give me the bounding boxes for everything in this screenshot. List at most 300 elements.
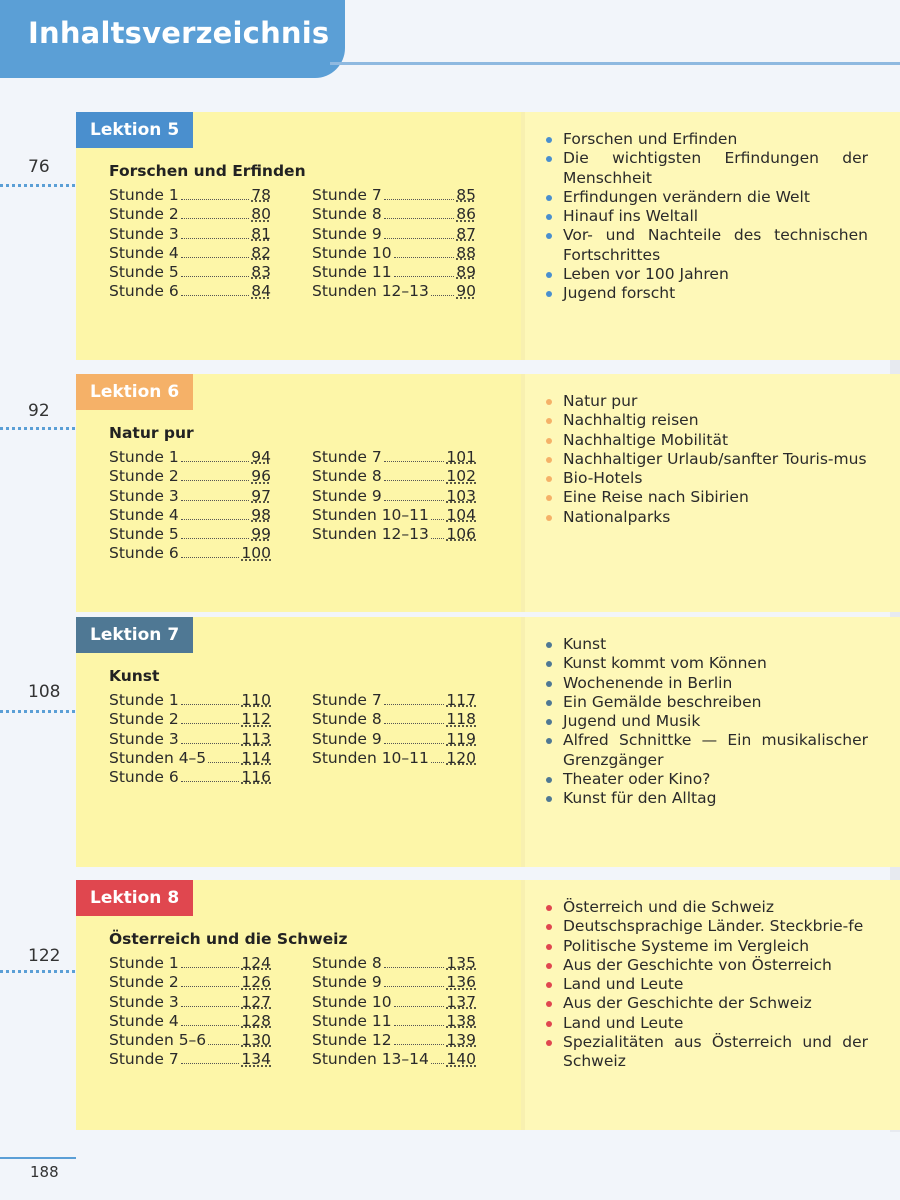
leader-dots [384, 692, 445, 705]
topic-item [538, 188, 868, 207]
stunde-entry[interactable] [312, 954, 476, 973]
topic-text: Wochenende in Berlin [563, 673, 733, 692]
stunde-entry[interactable] [109, 710, 271, 729]
topic-text: Kunst [563, 635, 607, 653]
stunde-entry[interactable] [312, 244, 476, 263]
topic-text: Hinauf ins Weltall [563, 207, 699, 226]
section-start-page: 76 [28, 157, 50, 177]
topic-item [538, 207, 868, 226]
leader-dots [181, 731, 240, 744]
bullet-dot-icon [546, 924, 552, 930]
stunde-page-number: 100 [241, 544, 271, 563]
stunde-label: Stunde 8 [312, 954, 382, 972]
leader-dots [181, 449, 250, 462]
leader-dots [181, 488, 250, 501]
lektion-title: Forschen und Erfinden [109, 162, 306, 180]
leader-dots [384, 731, 445, 744]
bullet-dot-icon [546, 1021, 552, 1027]
stunde-entry[interactable] [109, 186, 271, 205]
stunde-entry[interactable] [312, 1031, 476, 1050]
stunde-entry[interactable] [312, 448, 476, 467]
stunde-page-number: 110 [241, 691, 271, 709]
side-dotted-rule [0, 184, 75, 187]
stunde-entry[interactable] [109, 282, 271, 301]
stunde-page-number: 135 [446, 954, 476, 972]
leader-dots [384, 449, 445, 462]
topic-item [538, 956, 868, 975]
topic-text: Jugend forscht [563, 284, 676, 303]
topic-item [538, 392, 868, 411]
topic-text: Vor- und Nachteile des technischen Fortschrittes [563, 226, 868, 264]
topic-text: Jugend und Musik [563, 712, 701, 731]
stunde-label: Stunde 3 [109, 486, 179, 505]
section-start-page: 92 [28, 401, 50, 421]
leader-dots [384, 187, 455, 200]
stunde-label: Stunde 4 [109, 243, 179, 262]
topic-item [538, 411, 868, 430]
leader-dots [181, 692, 240, 705]
bullet-dot-icon [546, 399, 552, 405]
stunde-entry[interactable] [109, 263, 271, 282]
bullet-dot-icon [546, 214, 552, 220]
stunde-label: Stunden 10–11 [312, 748, 429, 767]
stunde-label: Stunde 2 [109, 973, 179, 992]
stunde-column [312, 954, 476, 1070]
topic-text: Natur pur [563, 392, 638, 410]
stunde-page-number: 82 [251, 243, 271, 262]
section-start-page: 108 [28, 682, 61, 702]
bullet-dot-icon [546, 1040, 552, 1046]
stunde-label: Stunde 2 [109, 205, 179, 224]
lektion-title: Natur pur [109, 424, 194, 442]
stunde-page-number: 119 [446, 729, 476, 748]
stunde-entry[interactable] [312, 1012, 476, 1031]
stunde-label: Stunde 7 [312, 448, 382, 466]
topic-text: Österreich und die Schweiz [563, 898, 774, 916]
leader-dots [181, 206, 250, 219]
stunde-label: Stunden 13–14 [312, 1050, 429, 1069]
bullet-dot-icon [546, 1001, 552, 1007]
bullet-dot-icon [546, 738, 552, 744]
leader-dots [394, 245, 455, 258]
stunde-page-number: 88 [456, 243, 476, 262]
stunde-entry[interactable] [109, 768, 271, 787]
leader-dots [384, 226, 455, 239]
leader-dots [181, 769, 240, 782]
bullet-dot-icon [546, 495, 552, 501]
topic-text: Nachhaltige Mobilität [563, 430, 729, 449]
topic-item [538, 130, 868, 149]
stunde-label: Stunde 9 [312, 973, 382, 992]
stunde-entry[interactable] [312, 186, 476, 205]
side-dotted-rule [0, 970, 75, 973]
bullet-dot-icon [546, 457, 552, 463]
bullet-dot-icon [546, 195, 552, 201]
stunde-page-number: 130 [241, 1031, 271, 1050]
topic-text: Nachhaltig reisen [563, 411, 699, 430]
bullet-dot-icon [546, 796, 552, 802]
leader-dots [431, 750, 445, 763]
stunde-label: Stunde 9 [312, 224, 382, 243]
stunde-label: Stunde 11 [312, 1011, 392, 1030]
topic-text: Spezialitäten aus Österreich und der Schweiz [563, 1033, 868, 1071]
stunde-label: Stunde 10 [312, 243, 392, 262]
stunde-column [109, 448, 271, 564]
bullet-dot-icon [546, 418, 552, 424]
stunde-label: Stunde 5 [109, 263, 179, 282]
stunde-column [109, 186, 271, 302]
stunde-page-number: 102 [446, 467, 476, 486]
stunde-label: Stunde 6 [109, 768, 179, 787]
stunde-entry[interactable] [312, 1050, 476, 1069]
leader-dots [181, 526, 250, 539]
topic-text: Land und Leute [563, 975, 684, 994]
topic-text: Bio-Hotels [563, 469, 643, 488]
topic-text: Land und Leute [563, 1013, 684, 1032]
stunde-label: Stunde 1 [109, 448, 179, 466]
stunde-page-number: 138 [446, 1011, 476, 1030]
topic-list [538, 898, 868, 1072]
bullet-dot-icon [546, 944, 552, 950]
bullet-dot-icon [546, 777, 552, 783]
topic-text: Aus der Geschichte der Schweiz [563, 994, 812, 1013]
leader-dots [181, 283, 250, 296]
bullet-dot-icon [546, 719, 552, 725]
stunde-page-number: 118 [446, 710, 476, 729]
lektion-title: Kunst [109, 667, 160, 685]
leader-dots [181, 468, 250, 481]
topic-item [538, 226, 868, 265]
lektion-panel [76, 112, 900, 360]
topic-item [538, 431, 868, 450]
stunde-page-number: 114 [241, 748, 271, 767]
bullet-dot-icon [546, 642, 552, 648]
stunde-label: Stunde 12 [312, 1031, 392, 1050]
stunde-entry[interactable] [312, 993, 476, 1012]
stunde-entry[interactable] [109, 506, 271, 525]
topic-text: Erfindungen verändern die Welt [563, 187, 810, 206]
stunde-label: Stunde 8 [312, 467, 382, 486]
leader-dots [384, 955, 445, 968]
stunde-page-number: 89 [456, 263, 476, 282]
topic-item [538, 450, 868, 469]
stunde-label: Stunde 8 [312, 710, 382, 729]
stunde-label: Stunde 1 [109, 691, 179, 709]
stunde-page-number: 137 [446, 992, 476, 1011]
stunde-page-number: 139 [446, 1031, 476, 1050]
stunde-page-number: 116 [241, 768, 271, 787]
leader-dots [384, 206, 455, 219]
stunde-label: Stunden 12–13 [312, 525, 429, 544]
stunde-entry[interactable] [312, 973, 476, 992]
stunde-label: Stunden 5–6 [109, 1031, 207, 1050]
stunde-entry[interactable] [312, 749, 476, 768]
stunde-label: Stunden 10–11 [312, 505, 429, 524]
leader-dots [394, 994, 445, 1007]
topic-item [538, 635, 868, 654]
section-start-page: 122 [28, 946, 61, 966]
topic-text: Theater oder Kino? [563, 770, 711, 789]
stunde-page-number: 127 [241, 992, 271, 1011]
bullet-dot-icon [546, 905, 552, 911]
topic-item [538, 789, 868, 808]
topic-item [538, 1033, 868, 1072]
lektion-badge[interactable]: Lektion 6 [76, 374, 193, 410]
stunde-column [312, 186, 476, 302]
stunde-page-number: 128 [241, 1011, 271, 1030]
stunde-page-number: 113 [241, 729, 271, 748]
lektion-panel [76, 374, 900, 612]
topic-item [538, 937, 868, 956]
stunde-page-number: 86 [456, 205, 476, 224]
stunde-entry[interactable] [312, 506, 476, 525]
header-rule [330, 62, 900, 65]
leader-dots [181, 187, 250, 200]
stunde-label: Stunde 6 [109, 544, 179, 563]
topic-text: Deutschsprachige Länder. Steckbrie-fe [563, 917, 864, 936]
topic-item [538, 265, 868, 284]
topic-item [538, 674, 868, 693]
lektion-panel [76, 880, 900, 1130]
topic-text: Aus der Geschichte von Österreich [563, 955, 832, 974]
bullet-dot-icon [546, 982, 552, 988]
side-dotted-rule [0, 427, 75, 430]
stunde-entry[interactable] [109, 1012, 271, 1031]
page-title: Inhaltsverzeichnis [28, 16, 330, 50]
stunde-entry[interactable] [109, 467, 271, 486]
stunde-label: Stunde 1 [109, 954, 179, 972]
topic-item [538, 712, 868, 731]
bullet-dot-icon [546, 661, 552, 667]
stunde-page-number: 85 [456, 186, 476, 204]
leader-dots [384, 974, 445, 987]
topic-list [538, 635, 868, 809]
stunde-label: Stunde 11 [312, 263, 392, 282]
stunde-page-number: 78 [251, 186, 271, 204]
stunde-entry[interactable] [109, 525, 271, 544]
topic-text: Eine Reise nach Sibirien [563, 488, 749, 507]
stunde-entry[interactable] [109, 487, 271, 506]
topic-item [538, 469, 868, 488]
side-dotted-rule [0, 710, 75, 713]
stunde-page-number: 90 [456, 282, 476, 301]
bullet-dot-icon [546, 438, 552, 444]
topic-item [538, 917, 868, 936]
topic-text: Nachhaltiger Urlaub/sanfter Touris-mus [563, 449, 867, 468]
stunde-entry[interactable] [109, 544, 271, 563]
topic-text: Forschen und Erfinden [563, 130, 738, 148]
stunde-entry[interactable] [109, 244, 271, 263]
topic-item [538, 693, 868, 712]
leader-dots [208, 750, 239, 763]
bullet-dot-icon [546, 963, 552, 969]
stunde-entry[interactable] [109, 730, 271, 749]
stunde-label: Stunde 7 [312, 691, 382, 709]
stunde-page-number: 103 [446, 486, 476, 505]
stunde-page-number: 97 [251, 486, 271, 505]
stunde-page-number: 81 [251, 224, 271, 243]
stunde-column [109, 691, 271, 787]
stunde-entry[interactable] [109, 749, 271, 768]
topic-text: Alfred Schnittke — Ein musikalischer Grenzgänger [563, 731, 868, 769]
stunde-entry[interactable] [109, 1031, 271, 1050]
bullet-dot-icon [546, 272, 552, 278]
stunde-entry[interactable] [109, 448, 271, 467]
stunde-page-number: 112 [241, 710, 271, 729]
stunde-page-number: 87 [456, 224, 476, 243]
lektion-badge[interactable]: Lektion 5 [76, 112, 193, 148]
leader-dots [181, 545, 240, 558]
leader-dots [394, 1013, 445, 1026]
stunde-label: Stunde 3 [109, 992, 179, 1011]
topic-item [538, 488, 868, 507]
topic-text: Die wichtigsten Erfindungen der Menschheit [563, 149, 868, 187]
stunde-page-number: 126 [241, 973, 271, 992]
stunde-page-number: 120 [446, 748, 476, 767]
leader-dots [431, 283, 454, 296]
stunde-entry[interactable] [312, 205, 476, 224]
stunde-label: Stunde 3 [109, 224, 179, 243]
stunde-page-number: 104 [446, 505, 476, 524]
topic-item [538, 770, 868, 789]
lektion-panel [76, 617, 900, 867]
lektion-badge[interactable]: Lektion 7 [76, 617, 193, 653]
stunde-entry[interactable] [109, 205, 271, 224]
stunde-page-number: 96 [251, 467, 271, 486]
bullet-dot-icon [546, 137, 552, 143]
stunde-entry[interactable] [312, 730, 476, 749]
stunde-entry[interactable] [312, 487, 476, 506]
stunde-entry[interactable] [312, 525, 476, 544]
leader-dots [181, 1013, 240, 1026]
stunde-page-number: 136 [446, 973, 476, 992]
stunde-page-number: 101 [446, 448, 476, 466]
stunde-label: Stunde 9 [312, 486, 382, 505]
topic-item [538, 654, 868, 673]
lektion-badge[interactable]: Lektion 8 [76, 880, 193, 916]
topic-text: Ein Gemälde beschreiben [563, 692, 762, 711]
stunde-label: Stunde 1 [109, 186, 179, 204]
leader-dots [181, 994, 240, 1007]
stunde-page-number: 84 [251, 282, 271, 301]
leader-dots [181, 1051, 240, 1064]
stunde-page-number: 98 [251, 505, 271, 524]
stunde-entry[interactable] [312, 263, 476, 282]
bullet-dot-icon [546, 681, 552, 687]
stunde-page-number: 94 [251, 448, 271, 466]
leader-dots [384, 711, 445, 724]
bullet-dot-icon [546, 291, 552, 297]
topic-item [538, 994, 868, 1013]
topic-item [538, 898, 868, 917]
stunde-page-number: 106 [446, 525, 476, 544]
leader-dots [384, 468, 445, 481]
topic-text: Politische Systeme im Vergleich [563, 936, 810, 955]
leader-dots [181, 264, 250, 277]
stunde-label: Stunde 7 [109, 1050, 179, 1069]
leader-dots [431, 507, 445, 520]
stunde-label: Stunden 4–5 [109, 748, 207, 767]
topic-item [538, 731, 868, 770]
stunde-label: Stunde 4 [109, 1011, 179, 1030]
stunde-label: Stunde 5 [109, 525, 179, 544]
leader-dots [181, 974, 240, 987]
leader-dots [384, 488, 445, 501]
stunde-entry[interactable] [312, 467, 476, 486]
lektion-title: Österreich und die Schweiz [109, 930, 348, 948]
topic-text: Kunst für den Alltag [563, 789, 717, 808]
bullet-dot-icon [546, 156, 552, 162]
footer-rule [0, 1157, 76, 1159]
stunde-entry[interactable] [312, 710, 476, 729]
leader-dots [181, 226, 250, 239]
stunde-label: Stunde 10 [312, 992, 392, 1011]
stunde-label: Stunde 4 [109, 505, 179, 524]
topic-item [538, 508, 868, 527]
stunde-page-number: 134 [241, 1050, 271, 1069]
stunde-label: Stunde 2 [109, 467, 179, 486]
bullet-dot-icon [546, 515, 552, 521]
stunde-page-number: 99 [251, 525, 271, 544]
leader-dots [181, 711, 240, 724]
stunde-column [312, 691, 476, 768]
stunde-column [312, 448, 476, 544]
stunde-entry[interactable] [109, 691, 271, 710]
stunde-entry[interactable] [109, 225, 271, 244]
bullet-dot-icon [546, 233, 552, 239]
leader-dots [394, 264, 455, 277]
topic-item [538, 284, 868, 303]
stunde-label: Stunden 12–13 [312, 282, 429, 301]
leader-dots [431, 526, 445, 539]
stunde-entry[interactable] [109, 973, 271, 992]
stunde-entry[interactable] [109, 954, 271, 973]
topic-text: Leben vor 100 Jahren [563, 265, 729, 284]
leader-dots [181, 245, 250, 258]
stunde-label: Stunde 8 [312, 205, 382, 224]
leader-dots [431, 1051, 445, 1064]
stunde-column [109, 954, 271, 1070]
topic-text: Nationalparks [563, 507, 671, 526]
stunde-entry[interactable] [109, 993, 271, 1012]
leader-dots [394, 1032, 445, 1045]
topic-list [538, 130, 868, 304]
stunde-label: Stunde 6 [109, 282, 179, 301]
topic-list [538, 392, 868, 527]
bullet-dot-icon [546, 476, 552, 482]
stunde-page-number: 83 [251, 263, 271, 282]
leader-dots [181, 507, 250, 520]
stunde-entry[interactable] [312, 225, 476, 244]
stunde-page-number: 124 [241, 954, 271, 972]
leader-dots [181, 955, 240, 968]
stunde-entry[interactable] [109, 1050, 271, 1069]
stunde-label: Stunde 2 [109, 710, 179, 729]
topic-item [538, 1014, 868, 1033]
stunde-label: Stunde 3 [109, 729, 179, 748]
stunde-label: Stunde 7 [312, 186, 382, 204]
stunde-page-number: 140 [446, 1050, 476, 1069]
bullet-dot-icon [546, 700, 552, 706]
stunde-entry[interactable] [312, 282, 476, 301]
footer-page-number: 188 [30, 1163, 59, 1181]
stunde-entry[interactable] [312, 691, 476, 710]
stunde-page-number: 117 [446, 691, 476, 709]
stunde-page-number: 80 [251, 205, 271, 224]
leader-dots [208, 1032, 239, 1045]
topic-item [538, 149, 868, 188]
topic-text: Kunst kommt vom Können [563, 654, 767, 673]
